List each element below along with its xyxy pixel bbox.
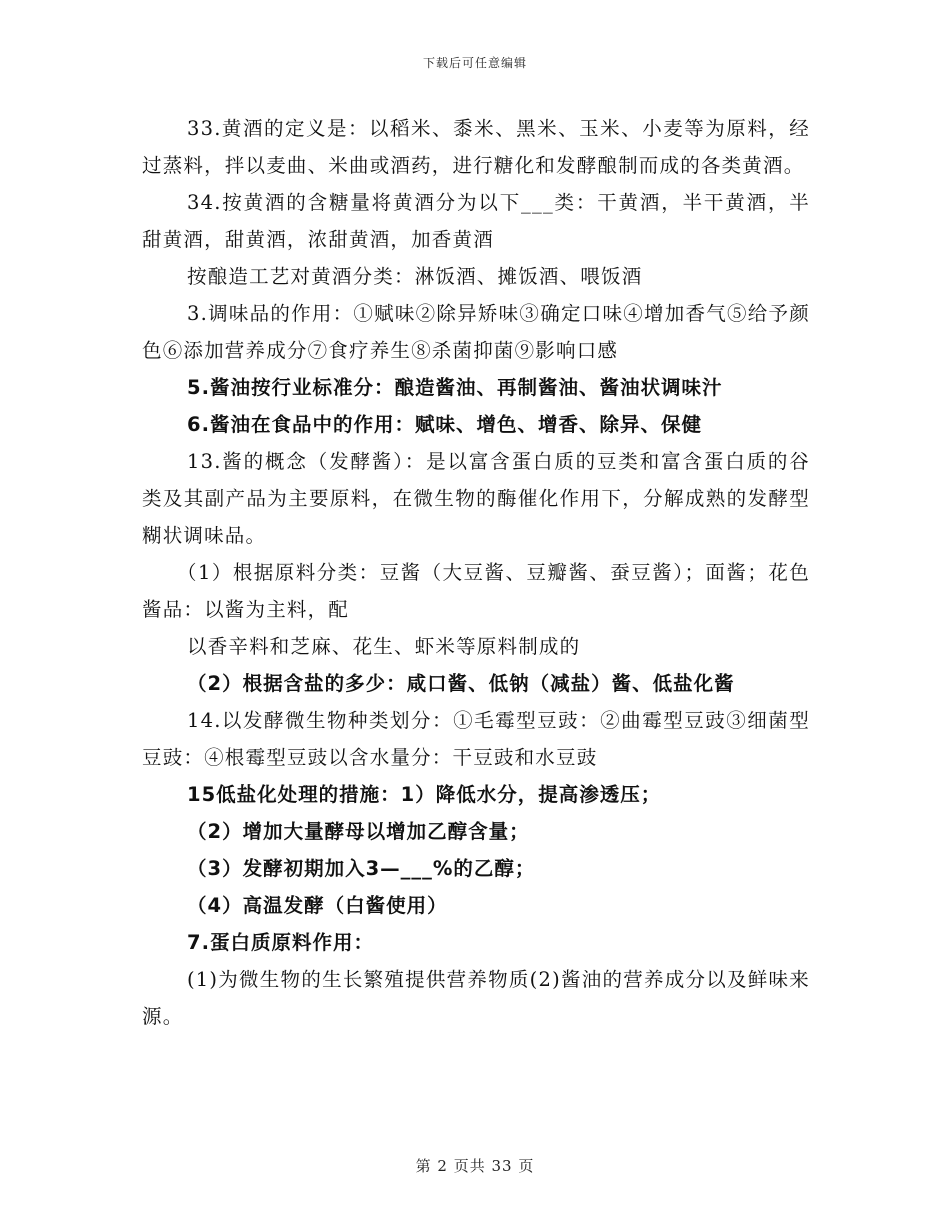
paragraph-spice-continuation: 以香辛料和芝麻、花生、虾米等原料制成的 (187, 635, 581, 658)
paragraph-34-sugar-classification: 34.按黄酒的含糖量将黄酒分为以下___类：干黄酒，半干黄酒，半甜黄酒，甜黄酒，浓甜黄酒，加香黄酒 (142, 191, 810, 251)
document-body (142, 110, 810, 1035)
paragraph-33-definition: 33.黄酒的定义是：以稻米、黍米、黑米、玉米、小麦等为原料，经过蒸料，拌以麦曲、米曲或酒药，进行糖化和发酵酿制而成的各类黄酒。 (142, 117, 810, 177)
paragraph-13-sauce-concept: 13.酱的概念（发酵酱）：是以富含蛋白质的豆类和富含蛋白质的谷类及其副产品为主要原料，在微生物的酶催化作用下，分解成熟的发酵型糊状调味品。 (142, 450, 810, 547)
paragraph-3-condiment-functions: 3.调味品的作用：①赋味②除异矫味③确定口味④增加香气⑤给予颜色⑥添加营养成分⑦食疗养生⑧杀菌抑菌⑨影响口感 (142, 302, 810, 362)
paragraph-measure-2: （2）增加大量酵母以增加乙醇含量； (187, 820, 530, 843)
paragraph-14-microbe-classification: 14.以发酵微生物种类划分：①毛霉型豆豉：②曲霉型豆豉③细菌型豆豉：④根霉型豆豉以含水量分：干豆豉和水豆豉 (142, 709, 810, 769)
paragraph-measure-4: （4）高温发酵（白酱使用） (187, 894, 448, 917)
paragraph-7-protein-role-heading: 7.蛋白质原料作用： (187, 931, 374, 954)
page-footer: 第 2 页共 33 页 (415, 1157, 535, 1175)
paragraph-5-soy-sauce-standard: 5.酱油按行业标准分：酿造酱油、再制酱油、酱油状调味汁 (187, 376, 723, 399)
paragraph-salt-content-classification: （2）根据含盐的多少：咸口酱、低钠（减盐）酱、低盐化酱 (187, 672, 735, 695)
paragraph-raw-material-classification: （1）根据原料分类：豆酱（大豆酱、豆瓣酱、蚕豆酱）；面酱；花色酱品：以酱为主料，配 (142, 561, 810, 621)
page-header: 下载后可任意编辑 (422, 56, 527, 70)
paragraph-protein-role-details: (1)为微生物的生长繁殖提供营养物质(2)酱油的营养成分以及鲜味来源。 (142, 968, 810, 1028)
paragraph-measure-3: （3）发酵初期加入3—___%的乙醇； (187, 857, 536, 880)
paragraph-process-classification: 按酿造工艺对黄酒分类：淋饭酒、摊饭酒、喂饭酒 (187, 265, 643, 288)
paragraph-15-low-salt-measures: 15低盐化处理的措施：1）降低水分，提高渗透压； (187, 783, 662, 806)
paragraph-6-soy-sauce-role: 6.酱油在食品中的作用：赋味、增色、增香、除异、保健 (187, 413, 702, 436)
